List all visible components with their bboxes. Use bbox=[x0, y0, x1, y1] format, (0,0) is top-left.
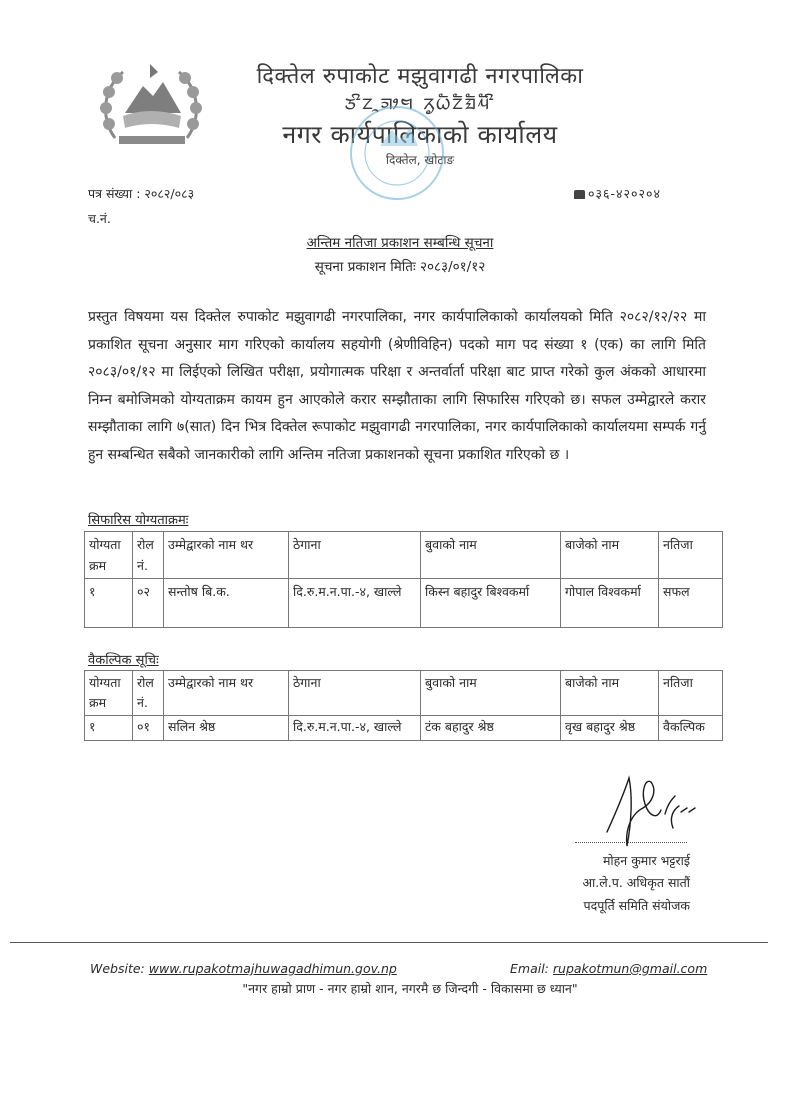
notice-body bbox=[88, 304, 706, 469]
footer-motto: "नगर हाम्रो प्राण - नगर हाम्रो शान, नगरमै छ जिन्दगी - विकासमा छ ध्यान" bbox=[242, 981, 578, 996]
header-roll-no: रोल नं. bbox=[133, 532, 164, 579]
office-location: दिक्तेल, खोटाङ bbox=[385, 153, 455, 167]
publish-date-label: सूचना प्रकाशन मितिः bbox=[314, 259, 416, 275]
header-father-name: बुवाको नाम bbox=[421, 671, 561, 716]
cell-roll-no: ०१ bbox=[133, 716, 164, 741]
header-candidate-name: उम्मेद्वारको नाम थर bbox=[164, 671, 289, 716]
cell-roll-no: ०२ bbox=[133, 579, 164, 628]
handwritten-signature bbox=[595, 770, 705, 850]
notice-subject-text: अन्तिम नतिजा प्रकाशन सम्बन्धि सूचना bbox=[306, 235, 494, 251]
municipality-name: दिक्तेल रुपाकोट मझुवागढी नगरपालिका bbox=[256, 64, 584, 89]
recommended-table bbox=[84, 531, 723, 628]
signatory-role: पदपूर्ति समिति संयोजक bbox=[583, 898, 690, 913]
header-candidate-name: उम्मेद्वारको नाम थर bbox=[164, 532, 289, 579]
footer-divider bbox=[10, 942, 768, 943]
signatory-name: मोहन कुमार भट्टराई bbox=[602, 853, 690, 868]
table-header-row bbox=[85, 671, 723, 716]
header-father-name: बुवाको नाम bbox=[421, 532, 561, 579]
cell-rank: १ bbox=[85, 579, 133, 628]
alternate-table bbox=[84, 670, 723, 741]
dispatch-number-label: च.नं. bbox=[88, 211, 111, 226]
website-link[interactable]: www.rupakotmajhuwagadhimun.gov.np bbox=[148, 961, 397, 976]
cell-father-name: किस्न बहादुर बिश्वकर्मा bbox=[421, 579, 561, 628]
reference-value: २०८२/०८३ bbox=[144, 186, 195, 201]
notice-body-paragraph: प्रस्तुत विषयमा यस दिक्तेल रुपाकोट मझुवागढी नगरपालिका, नगर कार्यपालिकाको कार्यालयको मिति २०८२/१२/२२ मा प्रकाशित सूचना अनुसार माग गरिएको कार्यालय सहयोगी (श्रेणीविहिन) पदको माग पद संख्या १ (एक) का लागि मिति २०८३/०१/१२ मा लिईएको लिखित परीक्षा, प्रयोगात्मक परिक्षा र अन्तर्वार्ता परिक्षा बाट प्राप्त गरेको कुल अंकको आधारमा निम्न बमोजिमको योग्यताक्रम कायम हुन आएकोले करार सम्झौताका लागि सिफारिस गरिएको छ। सफल उम्मेद्वारले करार सम्झौताका लागि ७(सात) दिन भित्र दिक्तेल रूपाकोट मझुवागढी नगरपालिका, नगर कार्यपालिकाको कार्यालयमा सम्पर्क गर्नु हुन सम्बन्धित सबैको जानकारीको लागि अन्तिम नतिजा प्रकाशनको सूचना प्रकाशित गरिएको छ । bbox=[88, 309, 706, 463]
cell-grandfather-name: गोपाल विश्वकर्मा bbox=[561, 579, 659, 628]
table-header-row bbox=[85, 532, 723, 579]
header-grandfather-name: बाजेको नाम bbox=[561, 671, 659, 716]
table-row bbox=[85, 579, 723, 628]
table-row bbox=[85, 716, 723, 741]
signatory-designation: आ.ले.प. अधिकृत सातौं bbox=[582, 875, 690, 890]
reference-number bbox=[88, 185, 194, 202]
email-label: Email: bbox=[510, 961, 549, 976]
notice-subject bbox=[0, 233, 800, 251]
header-address: ठेगाना bbox=[289, 671, 421, 716]
cell-rank: १ bbox=[85, 716, 133, 741]
recommended-section-title: सिफारिस योग्यताक्रमः bbox=[88, 513, 189, 528]
publish-date bbox=[0, 257, 800, 275]
office-name: नगर कार्यपालिकाको कार्यालय bbox=[282, 120, 558, 149]
cell-address: दि.रु.म.न.पा.-४, खाल्ले bbox=[289, 716, 421, 741]
header-address: ठेगाना bbox=[289, 532, 421, 579]
reference-label: पत्र संख्या : bbox=[88, 186, 141, 201]
header-rank: योग्यता क्रम bbox=[85, 671, 133, 716]
publish-date-value: २०८३/०१/१२ bbox=[420, 259, 486, 275]
cell-address: दि.रु.म.न.पा.-४, खाल्ले bbox=[289, 579, 421, 628]
signature-line bbox=[575, 842, 687, 843]
telephone-icon bbox=[574, 190, 585, 199]
footer-email bbox=[510, 961, 707, 976]
email-link[interactable]: rupakotmun@gmail.com bbox=[552, 961, 708, 976]
cell-grandfather-name: वृख बहादुर श्रेष्ठ bbox=[561, 716, 659, 741]
header-roll-no: रोल नं. bbox=[133, 671, 164, 716]
header-result: नतिजा bbox=[659, 532, 723, 579]
phone-value: ०३६-४२०२०४ bbox=[588, 186, 662, 201]
header-rank: योग्यता क्रम bbox=[85, 532, 133, 579]
footer-website bbox=[90, 961, 397, 976]
header-result: नतिजा bbox=[659, 671, 723, 716]
alternate-section-title: वैकल्पिक सूचिः bbox=[88, 653, 159, 668]
cell-result: वैकल्पिक bbox=[659, 716, 723, 741]
cell-candidate-name: सन्तोष बि.क. bbox=[164, 579, 289, 628]
office-stamp bbox=[338, 100, 456, 206]
cell-father-name: टंक बहादुर श्रेष्ठ bbox=[421, 716, 561, 741]
cell-candidate-name: सलिन श्रेष्ठ bbox=[164, 716, 289, 741]
cell-result: सफल bbox=[659, 579, 723, 628]
header-grandfather-name: बाजेको नाम bbox=[561, 532, 659, 579]
website-label: Website: bbox=[90, 961, 145, 976]
municipality-name-script: ᤍᤡᤁᤳᤈᤣᤗ ᤖᤢᤐᤠᤁᤠᤀᤠᤘᤠᤡ bbox=[344, 90, 496, 115]
phone-number bbox=[574, 185, 661, 202]
